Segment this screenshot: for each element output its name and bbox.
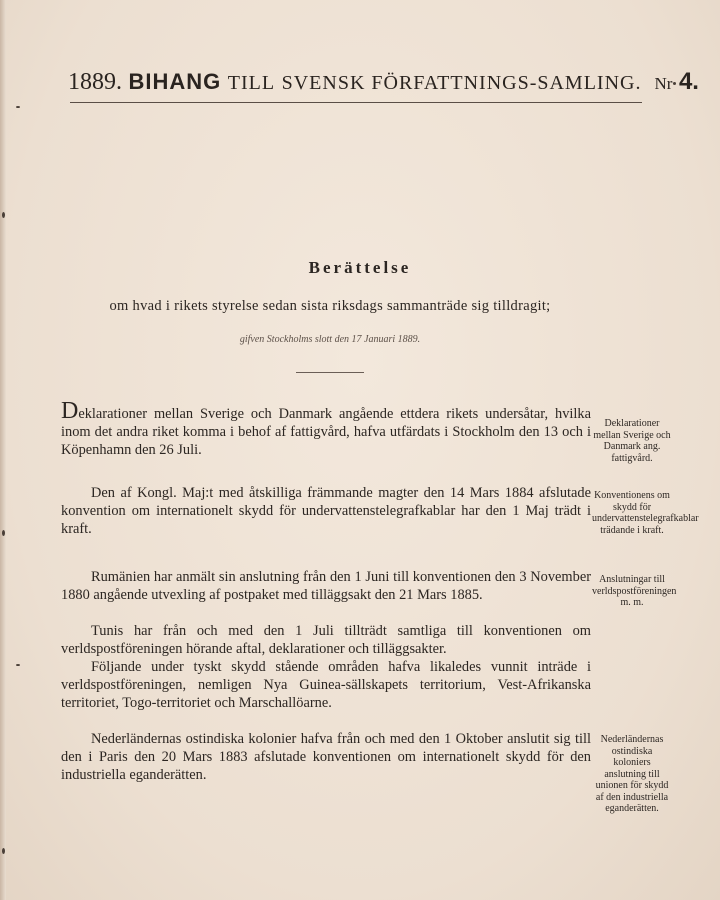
ink-speck: [673, 82, 676, 85]
header-series: SVENSK FÖRFATTNINGS-SAMLING.: [281, 72, 642, 94]
section-divider: [296, 372, 364, 373]
header-bihang: BIHANG: [128, 69, 222, 94]
margin-note-3: Anslutningar till verldspostföreningen m. m.: [592, 574, 677, 608]
paragraph-3: Rumänien har anmält sin anslutning från den 1 Juni till konventionen den 3 November 1880 angående utvexling af postpaket med tilläggsakt den 21 Mars 1885.: [61, 569, 591, 603]
document-subtitle: om hvad i rikets styrelse sedan sista riksdags sammanträde sig tilldragit;: [109, 298, 551, 314]
ink-speck: [16, 664, 20, 666]
ink-speck: [2, 212, 5, 218]
header-number: 4.: [678, 68, 699, 95]
header-rule: [70, 102, 642, 103]
document-title: Berättelse: [308, 258, 412, 277]
paragraph-6: Nederländernas ostindiska kolonier hafva från och med den 1 Oktober anslutit sig till den i Paris den 20 Mars 1883 afslutade konventionen om internationelt skydd för den industriella eganderätten.: [61, 731, 591, 783]
paragraph-5: Följande under tyskt skydd stående områden hafva likaledes vunnit inträde i verldspostföreningen, nemligen Nya Guinea-sällskapets territorium, Vest-Afrikanska territoriet, Togo-territoriet och Marschallöarne.: [61, 659, 591, 711]
paragraph-text: eklarationer mellan Sverige och Danmark angående ettdera rikets undersåtar, hvilka inom det andra riket komma i behof af fattigvård, hafva utfärdats i Stockholm den 13 och i Köpenhamn den 26 Juli.: [61, 406, 591, 458]
margin-note-2: Konventionens om skydd för undervattenstelegrafkablar trädande i kraft.: [592, 490, 699, 536]
margin-note-1: Deklarationer mellan Sverige och Danmark ang. fattigvård.: [593, 418, 671, 464]
drop-cap: D: [61, 398, 79, 424]
header-number-label: Nr: [654, 74, 673, 93]
ink-speck: [2, 848, 5, 854]
header-year: 1889.: [68, 69, 122, 95]
running-header: [68, 66, 699, 96]
ink-speck: [2, 530, 5, 536]
paragraph-4: Tunis har från och med den 1 Juli tillträdt samtliga till konventionen om verldspostföreningen hörande aftal, deklarationer och tilläggsakter.: [61, 623, 591, 657]
dateline: gifven Stockholms slott den 17 Januari 1889.: [239, 334, 421, 345]
page-edge: [0, 0, 6, 900]
ink-speck: [16, 106, 20, 108]
header-till: TILL: [227, 72, 276, 94]
paragraph-2: Den af Kongl. Maj:t med åtskilliga främmande magter den 14 Mars 1884 afslutade konvention om internationelt skydd för undervattenstelegrafkablar har den 1 Maj trädt i kraft.: [61, 485, 591, 537]
paragraph-1: [61, 398, 591, 459]
margin-note-4: Nederländernas ostindiska koloniers anslutning till unionen för skydd af den industriella eganderätten.: [595, 734, 669, 814]
